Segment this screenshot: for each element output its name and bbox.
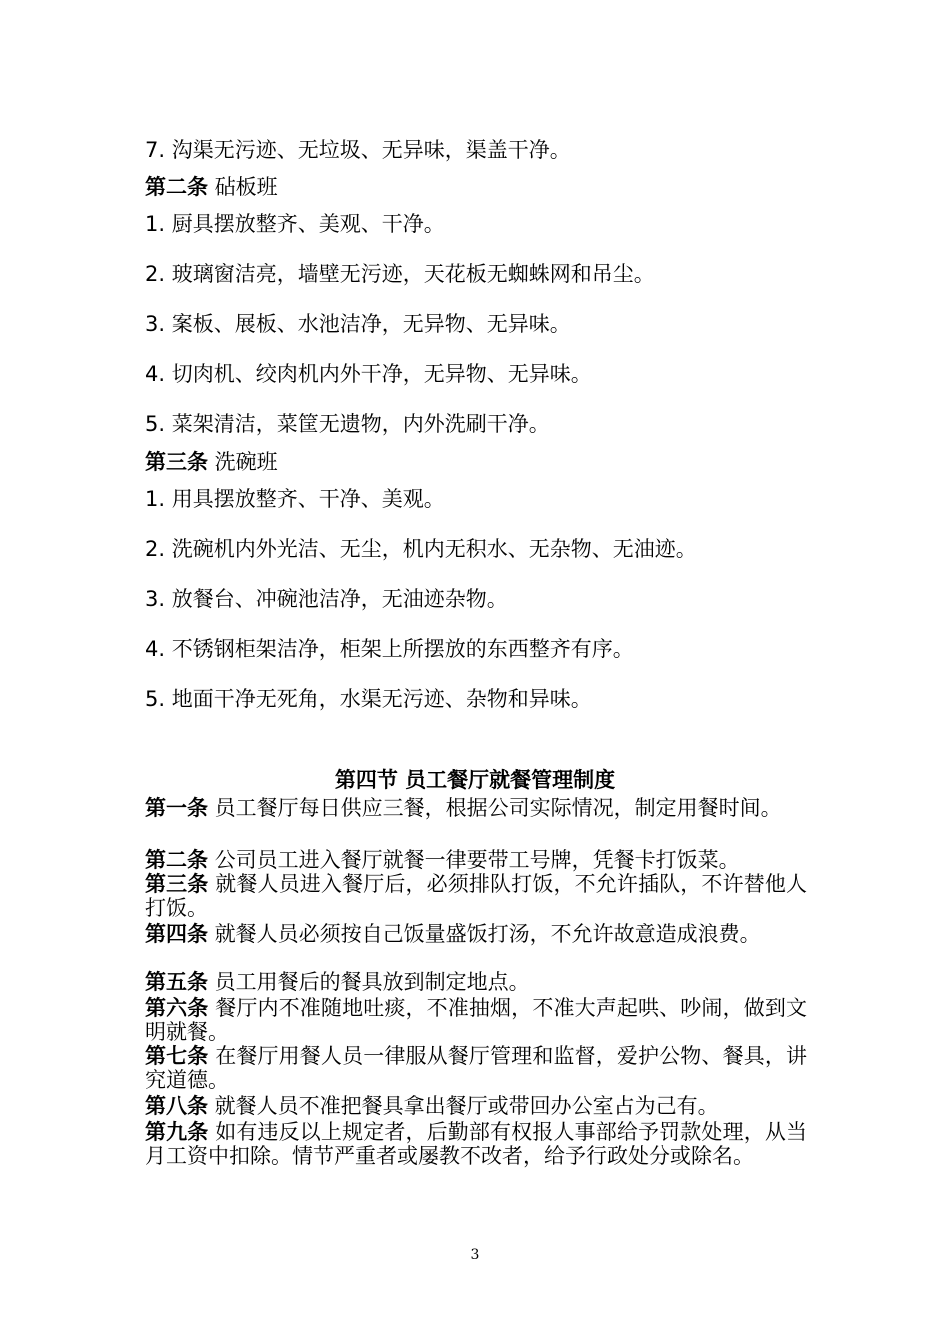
list-item: 3. 放餐台、冲碗池洁净，无油迹杂物。 bbox=[145, 587, 508, 611]
section-title: 第四节 员工餐厅就餐管理制度 bbox=[334, 768, 616, 792]
article-label: 第九条 bbox=[145, 1120, 209, 1144]
article bbox=[145, 996, 807, 1044]
subsection-heading-chopping bbox=[145, 175, 278, 199]
article bbox=[145, 1094, 807, 1118]
article-label: 第三条 bbox=[145, 450, 208, 474]
article-label: 第一条 bbox=[145, 796, 208, 820]
article bbox=[145, 1120, 807, 1168]
article bbox=[145, 872, 807, 920]
article-text: 员工餐厅每日供应三餐，根据公司实际情况，制定用餐时间。 bbox=[208, 796, 782, 820]
article-label: 第七条 bbox=[145, 1044, 209, 1068]
list-item: 5. 地面干净无死角，水渠无污迹、杂物和异味。 bbox=[145, 687, 592, 711]
article bbox=[145, 1044, 807, 1092]
subsection-heading-dishwashing bbox=[145, 450, 278, 474]
article-text: 员工用餐后的餐具放到制定地点。 bbox=[208, 970, 530, 994]
article-label: 第八条 bbox=[145, 1094, 208, 1118]
article-text: 餐厅内不准随地吐痰，不准抽烟，不准大声起哄、吵闹，做到文明就餐。 bbox=[145, 996, 807, 1044]
article bbox=[145, 922, 807, 946]
article-text: 公司员工进入餐厅就餐一律要带工号牌，凭餐卡打饭菜。 bbox=[208, 848, 740, 872]
list-item: 4. 切肉机、绞肉机内外干净，无异物、无异味。 bbox=[145, 362, 592, 386]
list-item: 2. 玻璃窗洁亮，墙壁无污迹，天花板无蜘蛛网和吊尘。 bbox=[145, 262, 655, 286]
article bbox=[145, 970, 807, 994]
list-item: 3. 案板、展板、水池洁净，无异物、无异味。 bbox=[145, 312, 571, 336]
article-label: 第四条 bbox=[145, 922, 208, 946]
article bbox=[145, 848, 807, 872]
article-label: 第三条 bbox=[145, 872, 209, 896]
list-item: 7. 沟渠无污迹、无垃圾、无异味，渠盖干净。 bbox=[145, 138, 571, 162]
article-text: 就餐人员进入餐厅后，必须排队打饭，不允许插队，不许替他人打饭。 bbox=[145, 872, 807, 920]
article-label: 第五条 bbox=[145, 970, 208, 994]
list-item: 1. 用具摆放整齐、干净、美观。 bbox=[145, 487, 445, 511]
article bbox=[145, 796, 807, 820]
list-item: 4. 不锈钢柜架洁净，柜架上所摆放的东西整齐有序。 bbox=[145, 637, 634, 661]
article-text: 就餐人员不准把餐具拿出餐厅或带回办公室占为己有。 bbox=[208, 1094, 719, 1118]
list-item: 5. 菜架清洁，菜筐无遗物，内外洗刷干净。 bbox=[145, 412, 550, 436]
article-text: 就餐人员必须按自己饭量盛饭打汤，不允许故意造成浪费。 bbox=[208, 922, 761, 946]
subsection-title: 洗碗班 bbox=[208, 450, 278, 474]
article-label: 第六条 bbox=[145, 996, 209, 1020]
list-item: 2. 洗碗机内外光洁、无尘，机内无积水、无杂物、无油迹。 bbox=[145, 537, 697, 561]
article-label: 第二条 bbox=[145, 848, 208, 872]
article-text: 如有违反以上规定者，后勤部有权报人事部给予罚款处理，从当月工资中扣除。情节严重者或屡教不改者，给予行政处分或除名。 bbox=[145, 1120, 807, 1168]
article-text: 在餐厅用餐人员一律服从餐厅管理和监督，爱护公物、餐具，讲究道德。 bbox=[145, 1044, 807, 1092]
subsection-title: 砧板班 bbox=[208, 175, 278, 199]
list-item: 1. 厨具摆放整齐、美观、干净。 bbox=[145, 212, 445, 236]
page-number: 3 bbox=[470, 1247, 480, 1263]
article-label: 第二条 bbox=[145, 175, 208, 199]
